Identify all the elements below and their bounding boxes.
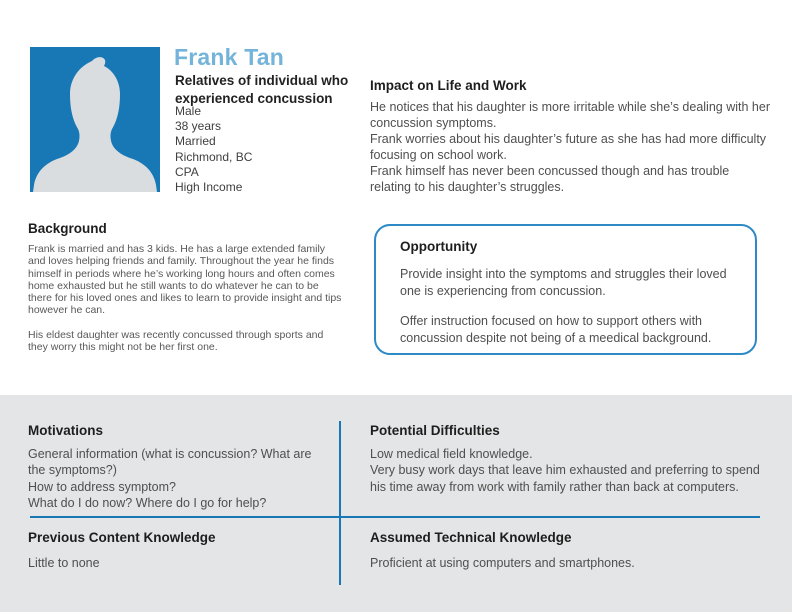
previous-knowledge-body: Little to none [28,556,100,570]
technical-knowledge-title: Assumed Technical Knowledge [370,530,572,545]
difficulties-section-body [370,446,774,495]
motivations-line: How to address symptom? [28,479,176,494]
avatar [30,47,160,192]
opportunity-paragraph: Offer instruction focused on how to support others with concussion despite not being of a meedical background. [400,314,712,345]
opportunity-paragraph: Provide insight into the symptoms and struggles their loved one is experiencing from concussion. [400,267,727,298]
motivations-line: General information (what is concussion? What are the symptoms?) [28,447,312,478]
technical-knowledge-body: Proficient at using computers and smartphones. [370,556,635,570]
demographic-income: High Income [175,180,243,195]
background-paragraph: Frank is married and has 3 kids. He has a large extended family and loves helping friends and family. Throughout the year he finds himself in periods where he’s working long hours and often comes home exhausted but he still wants to do whatever he can to be there for his loved ones and likes to learn to provide insight and tips however he can. [28,243,342,317]
difficulties-line: Low medical field knowledge. [370,447,533,461]
background-paragraph: His eldest daughter was recently concussed through sports and they worry this might not be her first one. [28,328,324,354]
background-section-body [28,243,344,353]
horizontal-divider [30,516,760,518]
demographic-age: 38 years [175,119,222,134]
difficulties-section-title: Potential Difficulties [370,423,500,438]
demographics-list [175,104,252,195]
motivations-line: What do I do now? Where do I go for help? [28,495,267,510]
opportunity-card [374,224,757,355]
persona-descriptor: Relatives of individual who experienced concussion [175,73,349,106]
impact-section-title: Impact on Life and Work [370,78,527,93]
person-silhouette-icon [30,47,160,192]
impact-paragraph: He notices that his daughter is more irritable while she’s dealing with her concussion symptoms. [370,100,770,130]
impact-section-body [370,99,773,195]
opportunity-title: Opportunity [400,239,478,254]
impact-paragraph: Frank himself has never been concussed though and has trouble relating to his daughter’s struggles. [370,164,730,194]
demographic-location: Richmond, BC [175,149,253,164]
motivations-section-title: Motivations [28,423,104,438]
motivations-section-body [28,446,330,511]
vertical-divider [339,421,341,585]
impact-paragraph: Frank worries about his daughter’s future as she has had more difficulty focusing on school work. [370,132,767,162]
opportunity-body [400,266,740,347]
demographic-gender: Male [175,104,202,118]
previous-knowledge-title: Previous Content Knowledge [28,530,216,545]
demographic-occupation: CPA [175,164,199,179]
difficulties-line: Very busy work days that leave him exhausted and preferring to spend his time away from work with family rather than back at computers. [370,463,760,494]
background-section-title: Background [28,221,107,236]
demographic-marital-status: Married [175,134,216,149]
persona-name: Frank Tan [174,44,285,70]
